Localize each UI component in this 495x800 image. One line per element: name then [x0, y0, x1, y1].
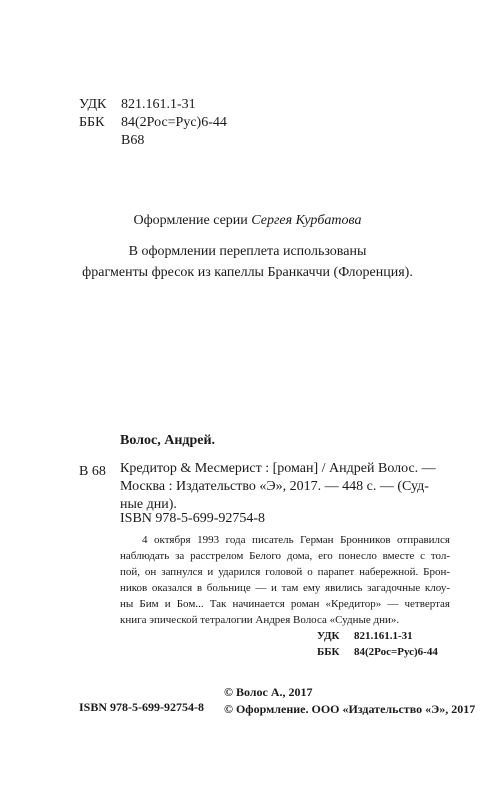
udk-label: УДК [79, 97, 107, 112]
udk-row [79, 96, 227, 114]
annotation-line: книга эпической тетралогии Андрея Волоса «Судные дни». [120, 614, 400, 626]
udk-value: 821.161.1-31 [121, 97, 196, 112]
bbk-label: ББК [79, 115, 105, 130]
copyright-design: © Оформление. ООО «Издательство «Э», 2017 [224, 702, 476, 716]
bottom-udk-row [317, 628, 438, 644]
bottom-bbk-row [317, 644, 438, 660]
copyright-author: © Волос А., 2017 [224, 685, 313, 699]
bottom-bbk-label: ББК [317, 646, 340, 658]
annotation-line: наблюдать за расстрелом Белого дома, его понесло вместе с тол- [120, 550, 450, 562]
annotation-line: 4 октября 1993 года писатель Герман Бронников отправился [142, 534, 450, 546]
record-line: Кредитор & Месмерист : [роман] / Андрей Волос. — [120, 461, 436, 476]
annotation-line: ны Бим и Бом... Так начинается роман «Кредитор» — четвертая [120, 598, 450, 610]
binding-note-line-1: В оформлении переплета использованы [128, 244, 367, 259]
annotation-line: пой, он запнулся и ударился головой о парапет набережной. Брон- [120, 566, 450, 578]
bbk-row [79, 114, 227, 132]
bottom-classification-block [317, 628, 438, 660]
record-body [120, 460, 436, 514]
catalog-code: В 68 [79, 464, 106, 479]
footer-isbn: ISBN 978-5-699-92754-8 [79, 700, 204, 714]
record-isbn: ISBN 978-5-699-92754-8 [120, 511, 266, 526]
series-design-credit [0, 212, 495, 230]
binding-note-line-2: фрагменты фресок из капеллы Бранкаччи (Флоренция). [82, 265, 413, 280]
author-heading: Волос, Андрей. [120, 433, 216, 448]
bottom-udk-value: 821.161.1-31 [354, 630, 413, 642]
annotation-line: ников оказался в больнице — и там ему явились загадочные клоу- [120, 582, 450, 594]
bottom-bbk-value: 84(2Рос=Рус)6-44 [354, 646, 438, 658]
bottom-udk-label: УДК [317, 630, 340, 642]
annotation [120, 532, 450, 628]
author-mark-spacer [79, 132, 121, 150]
record-line: Москва : Издательство «Э», 2017. — 448 с. — (Суд- [120, 479, 429, 494]
copyright-block [224, 684, 475, 718]
record-line: ные дни). [120, 497, 177, 512]
author-mark-row [79, 132, 227, 150]
series-designer-name: Сергея Курбатова [251, 213, 362, 228]
author-mark: В68 [121, 133, 145, 148]
classification-block [79, 96, 227, 150]
series-design-prefix: Оформление серии [133, 213, 252, 228]
bbk-value: 84(2Рос=Рус)6-44 [121, 115, 227, 130]
